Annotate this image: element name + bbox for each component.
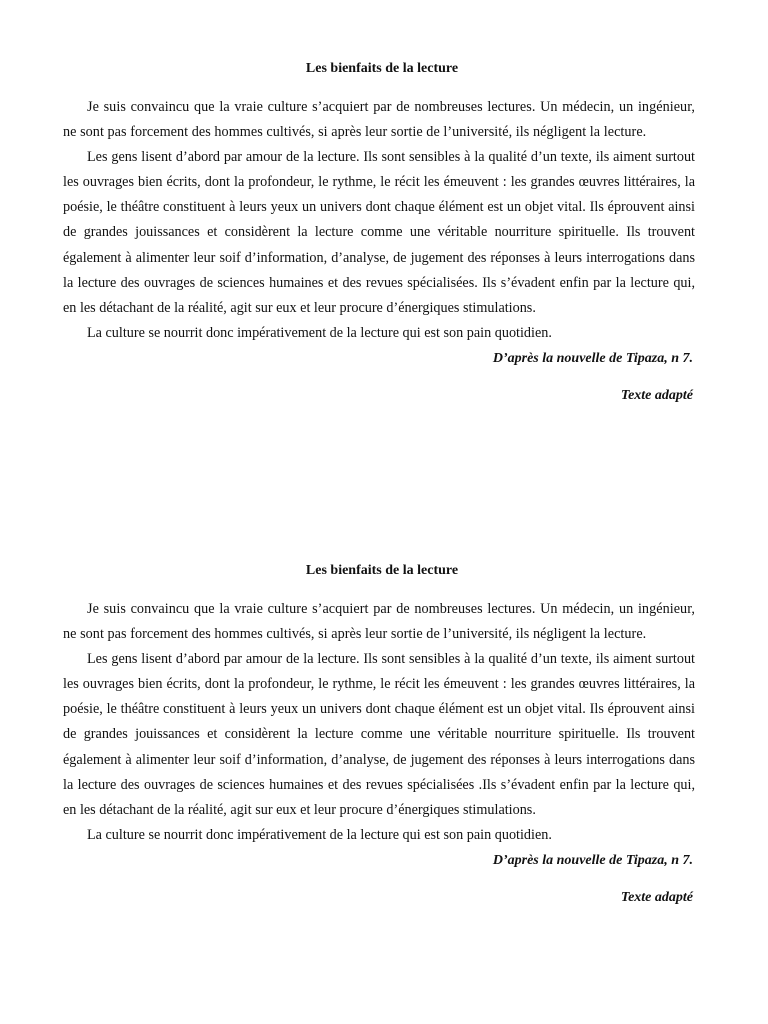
source-citation: D’après la nouvelle de Tipaza, n 7.	[492, 350, 693, 366]
adaptation-note: Texte adapté	[620, 889, 693, 905]
document-title: Les bienfaits de la lecture	[305, 61, 459, 76]
paragraph-2: Les gens lisent d’abord par amour de la lecture. Ils sont sensibles à la qualité d’un texte, ils aiment surtout les ouvrages bien écrits, dont la profondeur, le rythme, le récit les émeuvent : les grandes œuvres littéraires, la poésie, le théâtre constituent à leurs yeux un univers dont chaque élément est un objet vital. Ils éprouvent ainsi de grandes jouissances et considèrent la lecture comme une véritable nourriture spirituelle. Ils trouvent également à alimenter leur soif d’information, d’analyse, de jugement des réponses à leurs interrogations dans la lecture des ouvrages de sciences humaines et des revues spécialisées. Ils s’évadent enfin par la lecture qui, en les détachant de la réalité, agit sur eux et leur procure d’énergiques stimulations.	[63, 149, 695, 316]
text-block-2	[63, 560, 695, 910]
document-title: Les bienfaits de la lecture	[305, 563, 459, 578]
paragraph-1: Je suis convaincu que la vraie culture s’acquiert par de nombreuses lectures. Un médecin, un ingénieur, ne sont pas forcement des hommes cultivés, si après leur sortie de l’université, ils négligent la lecture.	[63, 601, 695, 643]
paragraph-3: La culture se nourrit donc impérativement de la lecture qui est son pain quotidien.	[87, 324, 552, 341]
adaptation-note: Texte adapté	[620, 387, 693, 403]
paragraph-3: La culture se nourrit donc impérativement de la lecture qui est son pain quotidien.	[87, 826, 552, 843]
source-citation: D’après la nouvelle de Tipaza, n 7.	[492, 852, 693, 868]
paragraph-1: Je suis convaincu que la vraie culture s’acquiert par de nombreuses lectures. Un médecin, un ingénieur, ne sont pas forcement des hommes cultivés, si après leur sortie de l’université, ils négligent la lecture.	[63, 99, 695, 141]
text-block-1	[63, 58, 695, 408]
paragraph-2: Les gens lisent d’abord par amour de la lecture. Ils sont sensibles à la qualité d’un texte, ils aiment surtout les ouvrages bien écrits, dont la profondeur, le rythme, le récit les émeuvent : les grandes œuvres littéraires, la poésie, le théâtre constituent à leurs yeux un univers dont chaque élément est un objet vital. Ils éprouvent ainsi de grandes jouissances et considèrent la lecture comme une véritable nourriture spirituelle. Ils trouvent également à alimenter leur soif d’information, d’analyse, de jugement des réponses à leurs interrogations dans la lecture des ouvrages de sciences humaines et des revues spécialisées .Ils s’évadent enfin par la lecture qui, en les détachant de la réalité, agit sur eux et leur procure d’énergiques stimulations.	[63, 651, 695, 818]
